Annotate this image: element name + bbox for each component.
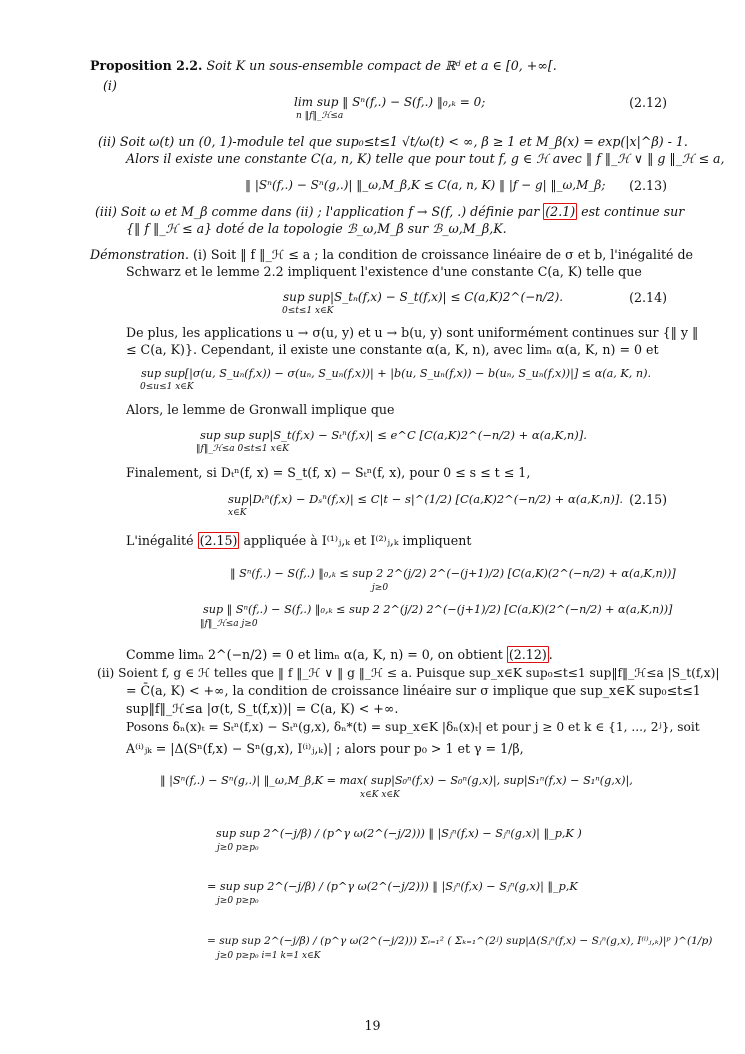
proposition-title: Proposition 2.2.	[90, 58, 203, 73]
equation-number-2-15: (2.15)	[629, 492, 667, 507]
proof-ii-line4: Posons δₙ(x)ₜ = Sₜⁿ(f,x) − Sₜⁿ(g,x), δₙ*(t) = sup_x∈K |δₙ(x)ₜ| et pour j ≥ 0 et k ∈ {1, ..., 2ʲ}, soit	[126, 720, 700, 734]
equation-gronwall-subscript: ‖f‖_ℋ≤a 0≤t≤1 x∈K	[196, 444, 289, 454]
proof-p2-line1: De plus, les applications u → σ(u, y) et u → b(u, y) sont uniformément continues sur {‖ y ‖	[126, 325, 699, 340]
equation-p5a-subscript: j≥0	[372, 583, 389, 593]
equation-norm-1: ‖ |Sⁿ(f,.) − Sⁿ(g,.)| ‖_ω,M_β,K = max( sup|S₀ⁿ(f,x) − S₀ⁿ(g,x)|, sup|S₁ⁿ(f,x) − S₁ⁿ(g,x)|,	[160, 774, 633, 787]
equation-2-14: sup sup|S_tₙ(f,x) − S_t(f,x)| ≤ C(a,K)2^(−n/2).	[283, 290, 564, 304]
proof-p5-text-a: L'inégalité	[126, 533, 198, 548]
proof-p5-text-b: appliquée à I⁽¹⁾ⱼ,ₖ et I⁽²⁾ⱼ,ₖ impliquent	[239, 533, 472, 548]
proof-p1-line2: Schwarz et le lemme 2.2 impliquent l'existence d'une constante C(a, K) telle que	[126, 264, 642, 279]
proposition-heading	[90, 58, 557, 74]
equation-2-15: sup|Dₜⁿ(f,x) − Dₛⁿ(f,x)| ≤ C|t − s|^(1/2) [C(a,K)2^(−n/2) + α(a,K,n)].	[228, 492, 624, 506]
ref-2-15[interactable]: (2.15)	[199, 533, 238, 548]
proof-p5	[126, 533, 471, 549]
equation-2-15-subscript: x∈K	[228, 508, 247, 518]
item-iii-text-a: (iii) Soit ω et M_β comme dans (ii) ; l'application f → S(f, .) définie par	[95, 204, 544, 219]
proposition-statement: Soit K un sous-ensemble compact de ℝᵈ et a ∈ [0, +∞[.	[206, 58, 557, 73]
item-i-label: (i)	[103, 78, 117, 93]
proof-line1	[90, 247, 693, 263]
equation-number-2-12: (2.12)	[629, 95, 667, 110]
equation-norm-2: sup sup 2^(−j/β) / (p^γ ω(2^(−j/2))) ‖ |Sⱼⁿ(f,x) − Sⱼⁿ(g,x)| ‖_p,K )	[216, 827, 582, 840]
item-iii-text-b: est continue sur	[577, 204, 685, 219]
proof-p2-line2: ≤ C(a, K)}. Cependant, il existe une constante α(a, K, n), avec limₙ α(a, K, n) = 0 et	[126, 342, 659, 357]
equation-norm-3: = sup sup 2^(−j/β) / (p^γ ω(2^(−j/2))) ‖ |Sⱼⁿ(f,x) − Sⱼⁿ(g,x)| ‖_p,K	[207, 880, 578, 893]
ref-2-12[interactable]: (2.12)	[508, 647, 547, 662]
proof-ii-line3: sup‖f‖_ℋ≤a |σ(t, S_t(f,x))| = C(a, K) < +∞.	[126, 701, 399, 716]
equation-norm-3-subscript: j≥0 p≥p₀	[217, 896, 259, 906]
proof-ii-line2: = C̄(a, K) < +∞, la condition de croissance linéaire sur σ implique que sup_x∈K sup₀≤t≤1	[126, 683, 701, 698]
ref-2-1[interactable]: (2.1)	[545, 204, 576, 219]
equation-2-13: ‖ |Sⁿ(f,.) − Sⁿ(g,.)| ‖_ω,M_β,K ≤ C(a, n, K) ‖ |f − g| ‖_ω,M_β;	[245, 178, 606, 192]
proof-p3: Alors, le lemme de Gronwall implique que	[126, 402, 395, 417]
equation-number-2-13: (2.13)	[629, 178, 667, 193]
page-number: 19	[364, 1018, 381, 1033]
proof-p1-line1: (i) Soit ‖ f ‖_ℋ ≤ a ; la condition de croissance linéaire de σ et b, l'inégalité de	[193, 247, 694, 262]
equation-alpha-subscript: 0≤u≤1 x∈K	[140, 382, 194, 392]
equation-alpha: sup sup[|σ(u, S_uₙ(f,x)) − σ(uₙ, S_uₙ(f,x))| + |b(u, S_uₙ(f,x)) − b(uₙ, S_uₙ(f,x))|] ≤ α(a, K, n).	[141, 367, 652, 380]
proof-p6-text-b: .	[548, 647, 553, 662]
proof-ii-line1: (ii) Soient f, g ∈ ℋ telles que ‖ f ‖_ℋ ∨ ‖ g ‖_ℋ ≤ a. Puisque sup_x∈K sup₀≤t≤1 sup‖f‖_ℋ≤a |S_t(f,x)|	[97, 666, 720, 680]
equation-norm-1-subscript: x∈K x∈K	[360, 790, 400, 800]
equation-norm-4-subscript: j≥0 p≥p₀ i=1 k=1 x∈K	[217, 951, 321, 961]
equation-gronwall: sup sup sup|S_t(f,x) − Sₜⁿ(f,x)| ≤ e^C [C(a,K)2^(−n/2) + α(a,K,n)].	[200, 428, 587, 442]
proof-p6	[126, 647, 553, 663]
equation-norm-2-subscript: j≥0 p≥p₀	[217, 843, 259, 853]
equation-2-12: lim sup ‖ Sⁿ(f,.) − S(f,.) ‖₀,ₖ = 0;	[294, 95, 486, 109]
equation-2-12-subscript: n ‖f‖_ℋ≤a	[296, 111, 344, 121]
proof-ii-line5: A⁽ⁱ⁾ⱼₖ = |Δ(Sⁿ(f,x) − Sⁿ(g,x), I⁽ⁱ⁾ⱼ,ₖ)| ; alors pour p₀ > 1 et γ = 1/β,	[126, 741, 524, 756]
proof-p6-text-a: Comme limₙ 2^(−n/2) = 0 et limₙ α(a, K, n) = 0, on obtient	[126, 647, 507, 662]
equation-p5b-subscript: ‖f‖_ℋ≤a j≥0	[200, 619, 258, 629]
proof-label: Démonstration.	[90, 247, 190, 262]
item-iii-line2: {‖ f ‖_ℋ ≤ a} doté de la topologie ℬ_ω,M_β sur ℬ_ω,M_β,K.	[126, 221, 507, 236]
item-ii-line2: Alors il existe une constante C(a, n, K) telle que pour tout f, g ∈ ℋ avec ‖ f ‖_ℋ ∨ ‖ g ‖_ℋ ≤ a,	[126, 151, 725, 166]
equation-p5a: ‖ Sⁿ(f,.) − S(f,.) ‖₀,ₖ ≤ sup 2 2^(j/2) 2^(−(j+1)/2) [C(a,K)(2^(−n/2) + α(a,K,n))]	[230, 567, 676, 580]
item-ii-line1: (ii) Soit ω(t) un (0, 1)-module tel que sup₀≤t≤1 √t/ω(t) < ∞, β ≥ 1 et M_β(x) = exp(|x|^β) - 1.	[98, 134, 688, 149]
proof-p4: Finalement, si Dₜⁿ(f, x) = S_t(f, x) − Sₜⁿ(f, x), pour 0 ≤ s ≤ t ≤ 1,	[126, 465, 531, 480]
equation-p5b: sup ‖ Sⁿ(f,.) − S(f,.) ‖₀,ₖ ≤ sup 2 2^(j/2) 2^(−(j+1)/2) [C(a,K)(2^(−n/2) + α(a,K,n))]	[203, 603, 673, 616]
equation-norm-4: = sup sup 2^(−j/β) / (p^γ ω(2^(−j/2))) Σᵢ₌₁² ( Σₖ₌₁^(2ʲ) sup|Δ(Sⱼⁿ(f,x) − Sⱼⁿ(g,x), I⁽ⁱ⁾ⱼ,ₖ)|ᵖ )^(1/p)	[207, 935, 713, 947]
equation-number-2-14: (2.14)	[629, 290, 667, 305]
item-iii-line1	[95, 204, 684, 220]
equation-2-14-subscript: 0≤t≤1 x∈K	[282, 306, 334, 316]
